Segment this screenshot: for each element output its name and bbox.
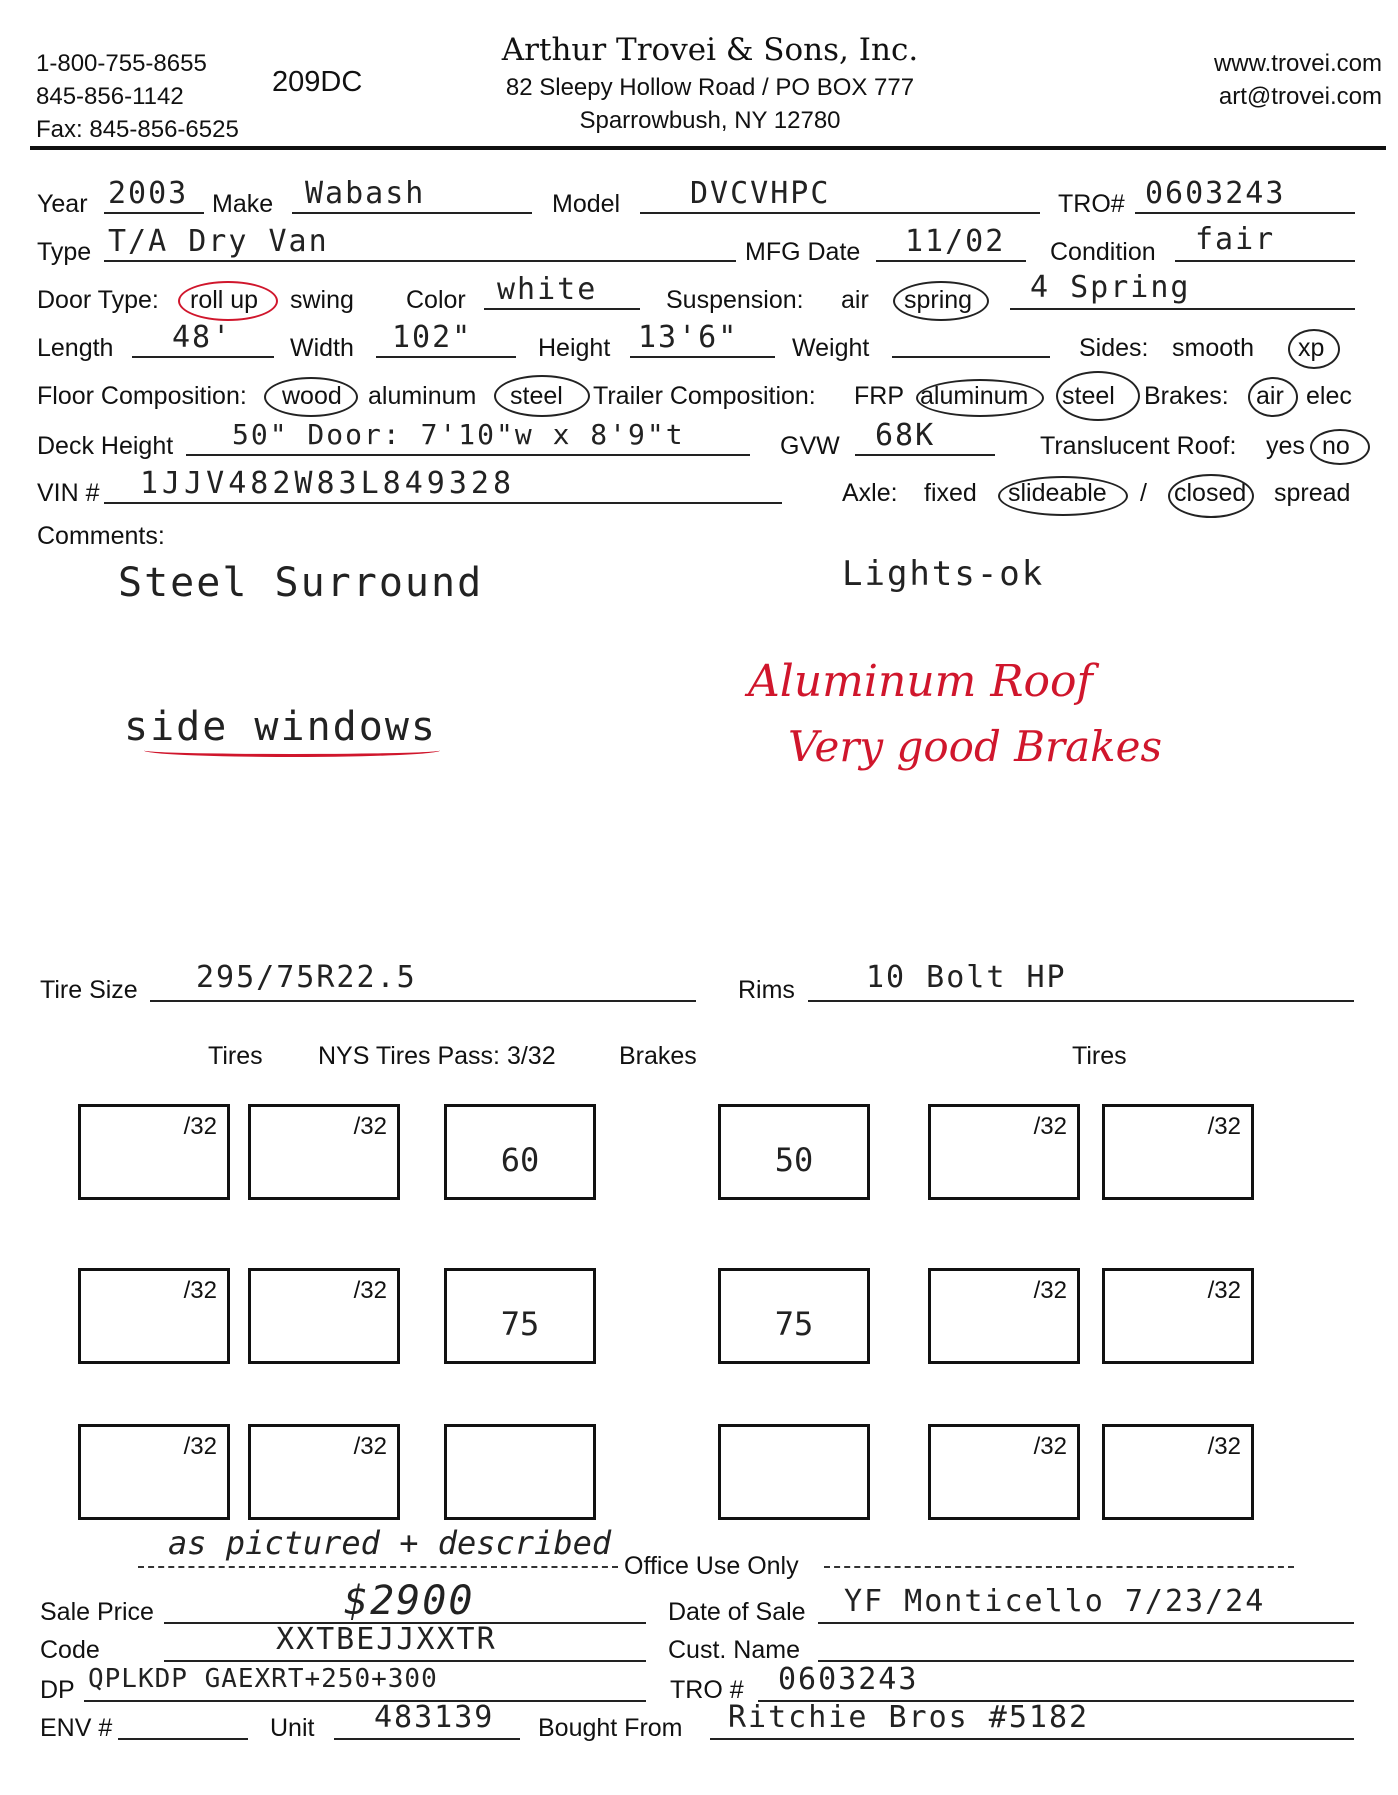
code-value: XXTBEJJXXTR — [276, 1622, 497, 1657]
gvw-value: 68K — [875, 418, 936, 453]
vin-label: VIN # — [37, 479, 100, 507]
date-of-sale-label: Date of Sale — [668, 1598, 806, 1626]
dp-value: QPLKDP GAEXRT+250+300 — [88, 1664, 438, 1694]
note-as-pictured: as pictured + described — [168, 1524, 612, 1562]
tire-box-left-inner-3: /32 — [248, 1424, 400, 1520]
comment-aluminum-roof: Aluminum Roof — [748, 656, 1093, 707]
tire-box-right-outer-1: /32 — [1102, 1104, 1254, 1200]
cust-name-label: Cust. Name — [668, 1636, 800, 1664]
option-closed: closed — [1174, 479, 1247, 507]
model-value: DVCVHPC — [690, 176, 831, 211]
tire-box-left-outer-1: /32 — [78, 1104, 230, 1200]
phone-1: 1-800-755-8655 — [36, 50, 207, 77]
wood-circle — [264, 377, 358, 417]
year-value: 2003 — [108, 176, 189, 211]
translucent-roof-label: Translucent Roof: — [1040, 432, 1237, 460]
length-label: Length — [37, 334, 114, 362]
bought-from-label: Bought From — [538, 1714, 683, 1742]
address-line-2: Sparrowbush, NY 12780 — [579, 107, 841, 134]
condition-label: Condition — [1050, 238, 1156, 266]
option-steel-trailer: steel — [1062, 382, 1115, 410]
option-air: air — [841, 286, 869, 314]
sale-price-value: $2900 — [344, 1578, 475, 1624]
office-dash-right — [824, 1566, 1294, 1568]
tro-2-value: 0603243 — [778, 1662, 919, 1697]
floor-composition-label: Floor Composition: — [37, 382, 247, 410]
axle-label: Axle: — [842, 479, 898, 507]
option-slideable: slideable — [1008, 479, 1107, 507]
xp-circle — [1288, 329, 1340, 369]
condition-value: fair — [1195, 222, 1276, 257]
brakes-header: Brakes — [619, 1042, 697, 1070]
option-steel: steel — [510, 382, 563, 410]
axle-slash: / — [1140, 479, 1147, 507]
weight-label: Weight — [792, 334, 870, 362]
width-value: 102" — [392, 320, 473, 355]
brake-box-left-3 — [444, 1424, 596, 1520]
spring-circle — [893, 281, 989, 321]
comment-side-windows: side windows — [124, 704, 437, 750]
red-underline — [144, 744, 440, 757]
option-no: no — [1322, 432, 1350, 460]
form-code: 209DC — [272, 66, 363, 98]
tire-box-right-inner-2: /32 — [928, 1268, 1080, 1364]
option-smooth: smooth — [1172, 334, 1254, 362]
tro-2-label: TRO # — [670, 1676, 744, 1704]
tro-value: 0603243 — [1145, 176, 1286, 211]
suspension-extra-value: 4 Spring — [1030, 270, 1191, 305]
type-value: T/A Dry Van — [108, 224, 329, 259]
brake-box-right-1: 50 — [718, 1104, 870, 1200]
make-label: Make — [212, 190, 274, 218]
no-circle — [1310, 429, 1370, 465]
tires-right-header: Tires — [1072, 1042, 1127, 1070]
brake-box-left-1: 60 — [444, 1104, 596, 1200]
option-frp: FRP — [854, 382, 904, 410]
vin-value: 1JJV482W83L849328 — [140, 466, 516, 501]
option-wood: wood — [282, 382, 342, 410]
door-type-label: Door Type: — [37, 286, 159, 314]
option-yes: yes — [1266, 432, 1305, 460]
make-value: Wabash — [305, 176, 426, 211]
option-aluminum: aluminum — [368, 382, 477, 410]
email: art@trovei.com — [1218, 83, 1382, 110]
comment-very-good-brakes: Very good Brakes — [788, 722, 1163, 771]
height-value: 13'6" — [638, 320, 739, 355]
phone-2: 845-856-1142 — [36, 83, 184, 110]
mfg-date-value: 11/02 — [905, 224, 1006, 259]
comment-lights: Lights-ok — [842, 554, 1045, 594]
closed-circle — [1168, 474, 1254, 518]
suspension-label: Suspension: — [666, 286, 804, 314]
length-value: 48' — [172, 320, 233, 355]
bought-from-value: Ritchie Bros #5182 — [728, 1700, 1090, 1735]
office-use-only: Office Use Only — [624, 1552, 799, 1580]
steel-trailer-circle — [1056, 371, 1140, 421]
aluminum-trailer-circle — [916, 379, 1044, 417]
comments-label: Comments: — [37, 522, 165, 550]
brake-box-right-2: 75 — [718, 1268, 870, 1364]
brake-box-right-3 — [718, 1424, 870, 1520]
height-label: Height — [538, 334, 611, 362]
tires-left-header: Tires — [208, 1042, 263, 1070]
nys-tires-pass: NYS Tires Pass: 3/32 — [318, 1042, 556, 1070]
color-label: Color — [406, 286, 466, 314]
rims-value: 10 Bolt HP — [866, 960, 1067, 995]
tire-size-value: 295/75R22.5 — [196, 960, 417, 995]
model-label: Model — [552, 190, 621, 218]
option-xp: xp — [1298, 334, 1325, 362]
tire-box-left-outer-2: /32 — [78, 1268, 230, 1364]
code-label: Code — [40, 1636, 100, 1664]
year-label: Year — [37, 190, 88, 218]
option-swing: swing — [290, 286, 354, 314]
tire-size-label: Tire Size — [40, 976, 138, 1004]
option-roll-up: roll up — [190, 286, 259, 314]
color-value: white — [497, 272, 598, 307]
tire-box-right-inner-1: /32 — [928, 1104, 1080, 1200]
option-spring: spring — [904, 286, 973, 314]
steel-floor-circle — [494, 375, 590, 417]
gvw-label: GVW — [780, 432, 840, 460]
rims-label: Rims — [738, 976, 795, 1004]
air-brakes-circle — [1248, 377, 1298, 417]
tire-box-left-inner-2: /32 — [248, 1268, 400, 1364]
brakes-label: Brakes: — [1144, 382, 1229, 410]
unit-value: 483139 — [374, 1700, 495, 1735]
tire-box-right-inner-3: /32 — [928, 1424, 1080, 1520]
option-elec: elec — [1306, 382, 1352, 410]
sides-label: Sides: — [1079, 334, 1149, 362]
option-air-brakes: air — [1256, 382, 1284, 410]
type-label: Type — [37, 238, 92, 266]
option-spread: spread — [1274, 479, 1351, 507]
date-of-sale-value: YF Monticello 7/23/24 — [844, 1584, 1266, 1619]
tire-box-left-outer-3: /32 — [78, 1424, 230, 1520]
option-aluminum-trailer: aluminum — [920, 382, 1029, 410]
dp-label: DP — [40, 1676, 75, 1704]
office-dash-left — [138, 1566, 618, 1568]
website: www.trovei.com — [1213, 50, 1382, 77]
header-divider — [30, 146, 1386, 150]
brake-box-left-2: 75 — [444, 1268, 596, 1364]
width-label: Width — [290, 334, 354, 362]
fax: Fax: 845-856-6525 — [36, 116, 239, 143]
company-name: Arthur Trovei & Sons, Inc. — [501, 32, 919, 68]
sale-price-label: Sale Price — [40, 1598, 154, 1626]
tire-box-right-outer-3: /32 — [1102, 1424, 1254, 1520]
deck-height-value: 50" Door: 7'10"w x 8'9"t — [232, 418, 685, 451]
comment-steel-surround: Steel Surround — [118, 560, 484, 606]
tire-box-right-outer-2: /32 — [1102, 1268, 1254, 1364]
trailer-composition-label: Trailer Composition: — [593, 382, 816, 410]
tire-box-left-inner-1: /32 — [248, 1104, 400, 1200]
env-label: ENV # — [40, 1714, 113, 1742]
roll-up-circle — [178, 281, 278, 321]
deck-height-label: Deck Height — [37, 432, 174, 460]
address-line-1: 82 Sleepy Hollow Road / PO BOX 777 — [505, 74, 915, 101]
option-fixed: fixed — [924, 479, 977, 507]
tro-label: TRO# — [1058, 190, 1125, 218]
mfg-date-label: MFG Date — [745, 238, 861, 266]
unit-label: Unit — [270, 1714, 315, 1742]
slideable-circle — [998, 476, 1128, 516]
